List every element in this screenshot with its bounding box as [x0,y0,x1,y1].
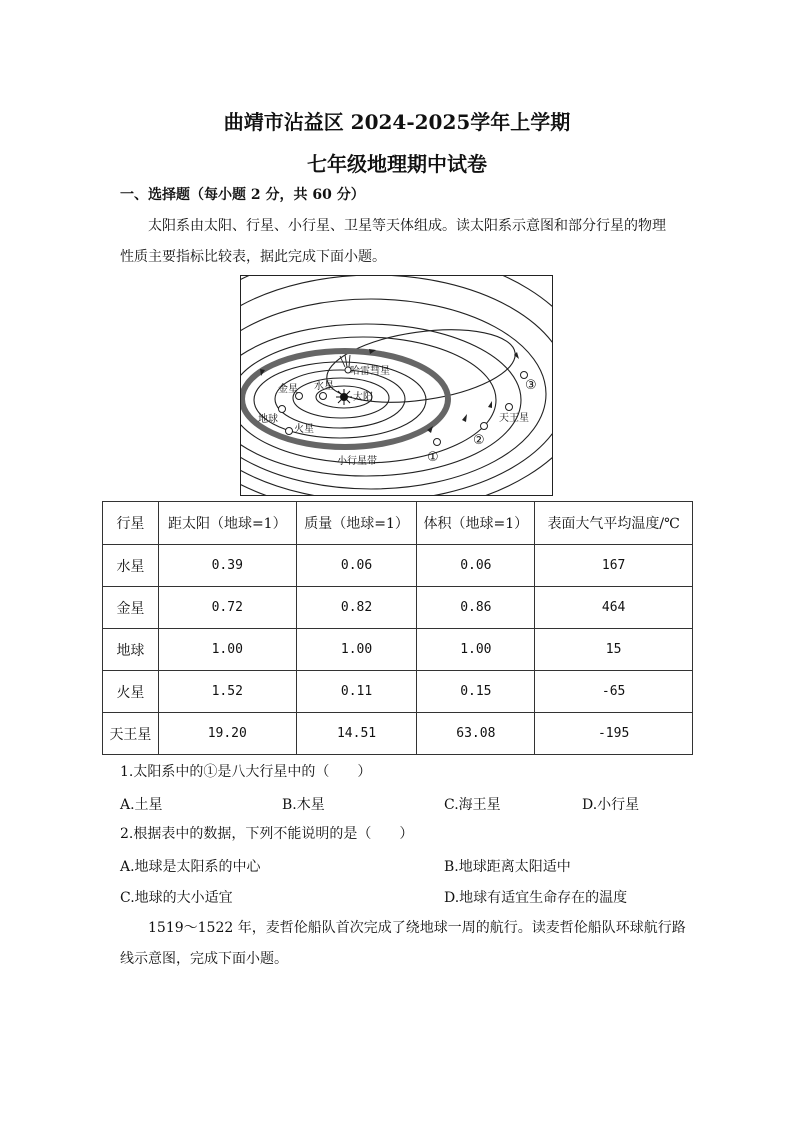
exam-title-line2: 七年级地理期中试卷 [307,152,487,176]
orbit-planet-2 [241,324,521,476]
temperature-value: -65 [535,671,693,713]
passage-2-line-2: 线示意图，完成下面小题。 [120,951,288,967]
solar-system-diagram [240,275,553,496]
question-2-option-d[interactable]: D.地球有适宜生命存在的温度 [444,890,628,906]
intro-line-1: 太阳系由太阳、行星、小行星、卫星等天体组成。读太阳系示意图和部分行星的物理 [148,218,666,234]
volume-value: 63.08 [417,713,535,755]
volume-value: 0.86 [417,587,535,629]
mass-value: 1.00 [296,629,417,671]
mark-2-label: ② [473,433,485,448]
distance-value: 0.39 [158,545,296,587]
orbit-earth [275,370,405,428]
table-header-row [103,502,693,545]
question-1-option-d[interactable]: D.小行星 [582,797,640,813]
planet-name: 水星 [103,545,159,587]
volume-value: 0.06 [417,545,535,587]
planet-comparison-table [102,501,693,755]
mars-planet [286,428,293,435]
passage-2-line-1: 1519～1522 年，麦哲伦船队首次完成了绕地球一周的航行。读麦哲伦船队环球航行路 [148,920,686,936]
orbit-mars [254,362,426,438]
question-2-option-c[interactable]: C.地球的大小适宜 [120,890,233,906]
earth-planet [279,406,286,413]
header-volume: 体积（地球=1） [417,502,535,545]
mass-value: 0.82 [296,587,417,629]
halley-label: 哈雷彗星 [350,366,390,377]
earth-label: 地球 [258,414,278,425]
planet-name: 金星 [103,587,159,629]
planet-1-marker [434,439,441,446]
mass-value: 14.51 [296,713,417,755]
volume-value: 0.15 [417,671,535,713]
planet-2-marker [481,423,488,430]
header-temperature: 表面大气平均温度/℃ [535,502,693,545]
temperature-value: -195 [535,713,693,755]
question-2-option-b[interactable]: B.地球距离太阳适中 [444,859,571,875]
header-planet: 行星 [103,502,159,545]
mass-value: 0.11 [296,671,417,713]
temperature-value: 464 [535,587,693,629]
venus-label: 金星 [278,384,298,395]
mark-3-label: ③ [525,378,537,393]
question-1-option-c[interactable]: C.海王星 [444,797,501,813]
sun-label: 太阳 [353,392,373,403]
volume-value: 1.00 [417,629,535,671]
mercury-label: 水星 [314,381,334,392]
header-distance: 距太阳（地球=1） [158,502,296,545]
mark-1-label: ① [427,450,439,465]
distance-value: 1.52 [158,671,296,713]
temperature-value: 167 [535,545,693,587]
table-row [103,587,693,629]
table-row [103,545,693,587]
planet-name: 天王星 [103,713,159,755]
intro-line-2: 性质主要指标比较表，据此完成下面小题。 [120,249,386,265]
distance-value: 19.20 [158,713,296,755]
distance-value: 0.72 [158,587,296,629]
question-1-option-b[interactable]: B.木星 [282,797,325,813]
question-2-option-a[interactable]: A.地球是太阳系的中心 [120,859,261,875]
table-row [103,713,693,755]
header-mass: 质量（地球=1） [296,502,417,545]
sun-icon [336,389,352,405]
question-1-option-a[interactable]: A.土星 [120,797,163,813]
mars-label: 火星 [294,424,314,435]
planet-name: 地球 [103,629,159,671]
table-row [103,629,693,671]
table-row [103,671,693,713]
orbit-direction-arrows [260,349,519,433]
section-heading: 一、选择题（每小题 2 分，共 60 分） [120,187,365,203]
distance-value: 1.00 [158,629,296,671]
temperature-value: 15 [535,629,693,671]
uranus-label: 天王星 [499,413,529,424]
mass-value: 0.06 [296,545,417,587]
uranus-planet [506,404,513,411]
question-1-stem: 1.太阳系中的①是八大行星中的（ ） [120,764,372,780]
question-2-stem: 2.根据表中的数据，下列不能说明的是（ ） [120,826,414,842]
exam-title-line1: 曲靖市沾益区 2024-2025学年上学期 [223,110,571,134]
mercury-planet [320,393,327,400]
planet-name: 火星 [103,671,159,713]
asteroid-belt-label: 小行星带 [337,456,377,467]
